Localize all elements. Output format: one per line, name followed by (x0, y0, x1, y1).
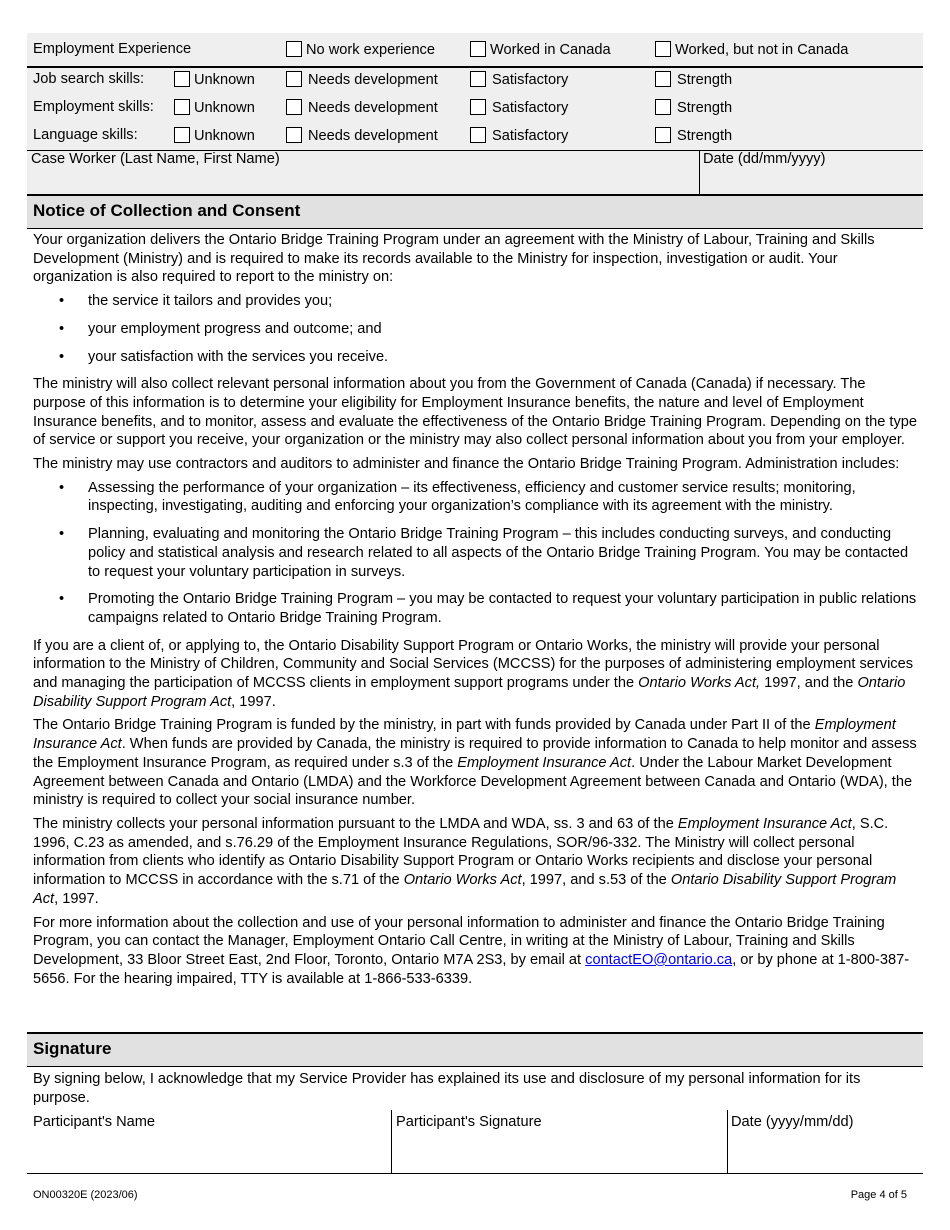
option-label: Needs development (308, 72, 438, 88)
checkbox[interactable] (470, 71, 486, 87)
bullet-item (33, 590, 918, 627)
act-title: Ontario Works Act (403, 872, 522, 889)
signature-acknowledgement: By signing below, I acknowledge that my Service Provider has explained its use and disclosure of my personal information for its purpose. (33, 1071, 861, 1106)
text-segment: . Under the Labour Market Development Agreement between Canada and Ontario (LMDA) and the Workforce Development Agreement between Canada and Ontario (WDA), the ministry is required to collect your social insurance number. (33, 754, 913, 809)
option-label: No work experience (306, 42, 435, 58)
option-label: Strength (677, 72, 733, 88)
text-segment: , or by phone at 1-800-387-5656. For the hearing impaired, TTY is available at 1-866-533-6339. (33, 951, 910, 987)
bullet-list (33, 479, 918, 628)
skill-label: Language skills: (33, 127, 138, 143)
checkbox[interactable] (470, 41, 486, 57)
option-label: Satisfactory (492, 100, 569, 116)
checkbox[interactable] (286, 127, 302, 143)
text-segment: The ministry collects your personal information pursuant to the LMDA and WDA, ss. 3 and 63 of the (33, 815, 678, 832)
divider (27, 1066, 923, 1067)
text-segment: Promoting the Ontario Bridge Training Program – you may be contacted to request your voluntary participation in public relations campaigns related to Ontario Bridge Training Program. (88, 591, 917, 626)
text-segment: , 1997. (231, 693, 276, 710)
skill-option[interactable] (470, 71, 568, 88)
checkbox[interactable] (174, 127, 190, 143)
text-segment: The Ontario Bridge Training Program is funded by the ministry, in part with funds provided by Canada under Part II of the (33, 717, 815, 734)
case-worker-date-field-label: Date (dd/mm/yyyy) (703, 151, 826, 167)
page-number: Page 4 of 5 (850, 1189, 907, 1201)
text-segment: your satisfaction with the services you receive. (88, 348, 389, 365)
skill-option[interactable] (174, 99, 255, 116)
option-label: Strength (677, 128, 733, 144)
form-id: ON00320E (2023/06) (33, 1189, 138, 1201)
option-label: Satisfactory (492, 128, 569, 144)
text-segment: For more information about the collection and use of your personal information to administer and finance the Ontario Bridge Training Program, you can contact the Manager, Employment Ontario Call Centre, in writing at the Ministry of Labour, Training and Skills Development, 33 Bloor Street East, 2nd Floor, Toronto, Ontario M7A 2S3, by email at (33, 914, 885, 968)
checkbox[interactable] (655, 71, 671, 87)
case-worker-name-input[interactable] (27, 151, 699, 194)
skill-option[interactable] (470, 99, 568, 116)
notice-paragraph (33, 637, 918, 712)
notice-paragraph (33, 716, 918, 810)
act-title: Ontario Disability Support Program Act (33, 675, 906, 710)
text-segment: the service it tailors and provides you; (88, 293, 333, 310)
skill-option[interactable] (286, 99, 438, 116)
checkbox[interactable] (655, 99, 671, 115)
bullet-item (33, 479, 918, 516)
notice-paragraph (33, 231, 918, 287)
text-segment: . When funds are provided by Canada, the ministry is required to provide information to Canada to help monitor and assess the Employment Insurance Program, as required under s.3 of the (33, 736, 917, 771)
skill-option[interactable] (655, 71, 732, 88)
option-label: Needs development (308, 100, 438, 116)
skill-option[interactable] (286, 127, 438, 144)
checkbox[interactable] (174, 99, 190, 115)
skill-option[interactable] (655, 99, 732, 116)
text-segment: , 1997, and s.53 of the (521, 872, 671, 889)
option-label: Strength (677, 100, 733, 116)
option-label: Satisfactory (492, 72, 569, 88)
signature-date-label: Date (yyyy/mm/dd) (731, 1114, 854, 1130)
participant-signature-input[interactable] (392, 1110, 727, 1173)
act-title: Employment Insurance Act (33, 717, 896, 753)
text-segment: 1997, and the (760, 675, 858, 692)
notice-paragraph (33, 455, 918, 474)
text-segment: , 1997. (54, 890, 99, 907)
text-segment: The ministry may use contractors and auditors to administer and finance the Ontario Bridge Training Program. Administration includes: (33, 456, 900, 473)
skill-option[interactable] (655, 127, 732, 144)
participant-signature-label: Participant's Signature (396, 1114, 542, 1130)
employment-experience-label: Employment Experience (33, 41, 192, 57)
bullet-list (33, 292, 918, 366)
act-title: Employment Insurance Act (677, 815, 852, 832)
option-label: Worked, but not in Canada (675, 42, 849, 58)
act-title: Employment Insurance Act (457, 754, 632, 771)
act-title: Ontario Works Act, (638, 675, 761, 692)
option-label: Unknown (194, 72, 255, 88)
participant-name-input[interactable] (27, 1110, 391, 1173)
bullet-item (33, 320, 918, 339)
text-segment: Planning, evaluating and monitoring the Ontario Bridge Training Program – this includes conducting surveys, and conducting policy and statistical analysis and research related to all aspects of the Ontario Bridge Training Program. You may be contacted to request your voluntary participation in surveys. (88, 526, 909, 580)
notice-paragraph (33, 375, 918, 450)
checkbox[interactable] (655, 41, 671, 57)
text-segment: your employment progress and outcome; and (88, 320, 382, 337)
option-worked-not-in-canada[interactable] (655, 41, 848, 58)
checkbox[interactable] (286, 71, 302, 87)
option-label: Worked in Canada (490, 42, 611, 58)
participant-name-label: Participant's Name (33, 1114, 156, 1130)
option-label: Unknown (194, 128, 255, 144)
act-title: Ontario Disability Support Program Act (33, 872, 897, 907)
skill-option[interactable] (286, 71, 438, 88)
checkbox[interactable] (470, 99, 486, 115)
case-worker-date-input[interactable] (700, 151, 923, 194)
divider (27, 1173, 923, 1174)
checkbox[interactable] (655, 127, 671, 143)
option-label: Unknown (194, 100, 255, 116)
case-worker-name-field-label: Case Worker (Last Name, First Name) (31, 151, 280, 167)
text-segment: If you are a client of, or applying to, the Ontario Disability Support Program or Ontario Works, the ministry will provide your personal information to the Ministry of Children, Community and Social Services (MCCSS) for the purposes of administering employment services and managing the participation of MCCSS clients in employment support programs under the (33, 637, 914, 692)
signature-section-title: Signature (27, 1034, 923, 1066)
text-segment: Assessing the performance of your organization – its effectiveness, efficiency and customer service results; monitoring, inspecting, investigating, auditing and enforcing your organization’s compliance with its agreement with the ministry. (88, 479, 856, 515)
checkbox[interactable] (286, 41, 302, 57)
notice-paragraph (33, 815, 918, 909)
email-link[interactable]: contactEO@ontario.ca (585, 951, 733, 968)
bullet-item (33, 525, 918, 581)
checkbox[interactable] (174, 71, 190, 87)
bullet-item (33, 348, 918, 367)
notice-body (33, 231, 918, 993)
text-segment: , S.C. 1996, C.23 as amended, and s.76.29 of the Employment Insurance Regulations, SOR/96-332. The Ministry will collect personal information from clients who identify as Ontario Disability Support Program or Ontario Works recipients and disclose your personal information to MCCSS in accordance with the s.71 of the (33, 815, 889, 889)
checkbox[interactable] (286, 99, 302, 115)
skill-option[interactable] (174, 71, 255, 88)
text-segment: The ministry will also collect relevant personal information about you from the Government of Canada (Canada) if necessary. The purpose of this information is to determine your eligibility for Employment Insurance benefits, the nature and level of Employment Insurance benefits, and to monitor, assess and evaluate the effectiveness of the Ontario Bridge Training Program. Depending on the type of service or support you receive, your organization or the ministry may also collect personal information about you from your employer. (33, 376, 918, 449)
option-label: Needs development (308, 128, 438, 144)
checkbox[interactable] (470, 127, 486, 143)
text-segment: Your organization delivers the Ontario Bridge Training Program under an agreement with the Ministry of Labour, Training and Skills Development (Ministry) and is required to make its records available to the Ministry for inspection, investigation or audit. Your organization is also required to report to the ministry on: (33, 232, 875, 286)
skill-label: Employment skills: (33, 99, 154, 115)
skill-option[interactable] (174, 127, 255, 144)
signature-date-input[interactable] (728, 1110, 923, 1173)
notice-paragraph (33, 914, 918, 989)
skill-label: Job search skills: (33, 71, 145, 87)
notice-section-title: Notice of Collection and Consent (27, 196, 923, 228)
skill-option[interactable] (470, 127, 568, 144)
divider (27, 228, 923, 229)
option-no-work-experience[interactable] (286, 41, 435, 58)
option-worked-in-canada[interactable] (470, 41, 611, 58)
bullet-item (33, 292, 918, 311)
